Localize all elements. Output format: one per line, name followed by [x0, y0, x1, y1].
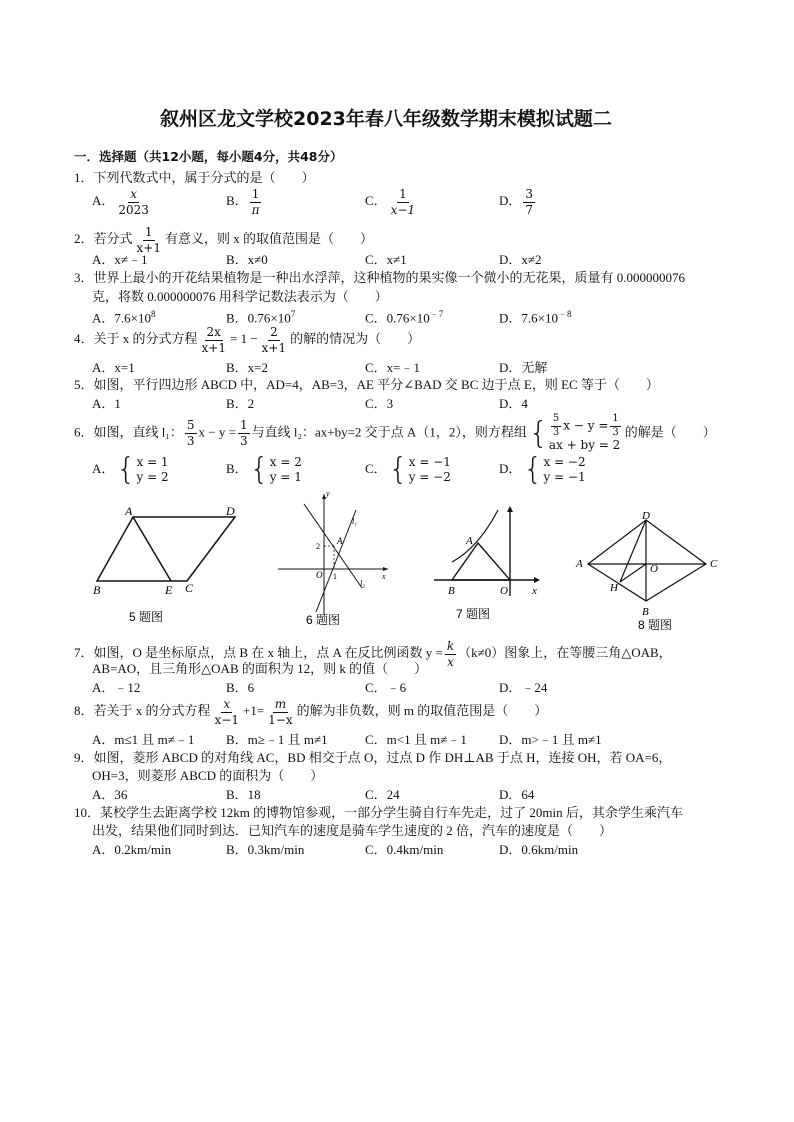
page-title: 叙州区龙文学校2023年春八年级数学期末模拟试题二	[160, 108, 612, 130]
label-c: C	[710, 558, 718, 570]
figure-8-rhombus	[570, 510, 730, 630]
q7-option-a[interactable]: A．﹣12	[92, 680, 141, 695]
q10-option-c[interactable]: C．0.4km/min	[365, 842, 444, 857]
question-2-stem: 2．若分式 $\frac{1}{x+1}$ 有意义，则 x 的取值范围是（ ）	[74, 225, 373, 255]
figure-7-caption: 7 题图	[456, 607, 491, 621]
label-c: C	[185, 581, 194, 595]
q7-option-b[interactable]: B．6	[226, 680, 255, 695]
rhombus-abcd	[588, 520, 706, 601]
q3-option-d[interactable]: D．$7.6\times 10^{﹣8}$	[499, 309, 572, 326]
q1-option-c[interactable]: C． $\frac{1}{x-1}$	[365, 187, 416, 217]
figure-6-caption: 6 题图	[306, 613, 341, 627]
q6-option-d[interactable]: D． { x = −2 y = −1	[499, 452, 586, 487]
axis-label-x: x	[382, 572, 386, 581]
q9-option-d[interactable]: D．64	[499, 787, 535, 802]
q5-option-c[interactable]: C．3	[365, 396, 394, 411]
segment-ae	[133, 517, 171, 581]
q7-option-d[interactable]: D．﹣24	[499, 680, 548, 695]
question-8-stem: 8．若关于 x 的分式方程 $\frac{x}{x-1}$ +1= $\frac{m}{1-x}$ 的解为非负数，则 m 的取值范围是（ ）	[74, 697, 548, 727]
x-axis-arrow-icon	[383, 567, 388, 571]
q3-option-b[interactable]: B．$0.76\times 10^7$	[226, 309, 296, 326]
q2-option-c[interactable]: C．x≠1	[365, 252, 407, 267]
line-l1	[316, 510, 356, 612]
q5-option-a[interactable]: A．1	[92, 396, 121, 411]
q9-option-b[interactable]: B．18	[226, 787, 261, 802]
label-e: E	[165, 583, 173, 597]
q4-option-a[interactable]: A．x=1	[92, 360, 135, 375]
figure-8-caption: 8 题图	[638, 618, 673, 630]
triangle-oab	[452, 543, 510, 580]
q2-option-b[interactable]: B．x≠0	[226, 252, 268, 267]
q9-option-c[interactable]: C．24	[365, 787, 400, 802]
label-o: O	[650, 563, 658, 575]
q1-option-b[interactable]: B． $\frac{1}{\pi}$	[226, 187, 260, 217]
tick-label-2: 2	[316, 542, 320, 551]
q9-option-a[interactable]: A．36	[92, 787, 128, 802]
figure-6-lines	[272, 490, 392, 630]
q8-option-a[interactable]: A．m≤1 且 m≠﹣1	[92, 732, 195, 747]
q10-option-a[interactable]: A．0.2km/min	[92, 842, 172, 857]
q2-option-a[interactable]: A．x≠﹣1	[92, 252, 148, 267]
figure-7-triangle	[428, 500, 548, 625]
label-d: D	[226, 504, 235, 518]
question-3-line1: 3．世界上最小的开花结果植物是一种出水浮萍，这种植物的果实像一个微小的无花果，质量有 0.000000076	[74, 270, 686, 285]
q1-option-a[interactable]: A． $\frac{x}{2023}$	[92, 187, 149, 217]
q1-option-d[interactable]: D． $\frac{3}{7}$	[499, 187, 534, 217]
label-h: H	[610, 582, 618, 594]
line-label-l2: l₂	[360, 579, 366, 588]
q3-option-c[interactable]: C．$0.76\times 10^{﹣7}$	[365, 309, 444, 326]
hyperbola-branch	[452, 510, 498, 562]
question-9-line1: 9．如图，菱形 ABCD 的对角线 AC，BD 相交于点 O，过点 D 作 DH⊥AB 于点 H，连接 OH，若 OA=6，	[74, 750, 672, 765]
q6-option-a[interactable]: A． { x = 1 y = 2	[92, 452, 169, 487]
q4-option-c[interactable]: C．x=﹣1	[365, 360, 421, 375]
x-axis-arrow-icon	[534, 577, 540, 583]
tick-label-1: 1	[333, 572, 337, 581]
question-9-line2: OH=3，则菱形 ABCD 的面积为（ ）	[92, 768, 324, 783]
axis-label-x: x	[532, 585, 537, 597]
label-a: A	[576, 558, 583, 570]
question-4-stem: 4．关于 x 的分式方程 $\frac{2x}{x+1}$ = 1 − $\frac{2}{x+1}$ 的解的情况为（ ）	[74, 325, 421, 355]
label-b: B	[93, 583, 101, 597]
q6-option-c[interactable]: C． { x = −1 y = −2	[365, 452, 451, 487]
figure-5-caption: 5 题图	[129, 610, 164, 624]
label-b: B	[448, 585, 455, 597]
origin-label: O	[316, 570, 323, 580]
q8-option-c[interactable]: C．m<1 且 m≠﹣1	[365, 732, 467, 747]
q10-option-d[interactable]: D．0.6km/min	[499, 842, 579, 857]
line-label-l1: l₁	[352, 517, 358, 526]
section-heading: 一．选择题（共12小题，每小题4分，共48分）	[74, 149, 343, 164]
q8-option-b[interactable]: B．m≥﹣1 且 m≠1	[226, 732, 328, 747]
label-a: A	[337, 536, 343, 546]
question-10-line1: 10．某校学生去距离学校 12km 的博物馆参观，一部分学生骑自行车先走，过了 20min 后，其余学生乘汽车	[74, 805, 683, 820]
q6-option-b[interactable]: B． { x = 2 y = 1	[226, 452, 302, 487]
q4-option-b[interactable]: B．x=2	[226, 360, 269, 375]
q2-option-d[interactable]: D．x≠2	[499, 252, 542, 267]
axis-label-y: y	[326, 490, 330, 498]
figure-5-parallelogram	[85, 503, 245, 628]
q8-option-d[interactable]: D．m>﹣1 且 m≠1	[499, 732, 602, 747]
q3-option-a[interactable]: A．$7.6\times 10^8$	[92, 309, 156, 326]
label-b: B	[642, 606, 649, 618]
q5-option-b[interactable]: B．2	[226, 396, 255, 411]
question-5-stem: 5．如图，平行四边形 ABCD 中，AD=4，AB=3，AE 平分∠BAD 交 BC 边于点 E，则 EC 等于（ ）	[74, 377, 659, 392]
q7-option-c[interactable]: C．﹣6	[365, 680, 407, 695]
question-10-line2: 出发，结果他们同时到达．已知汽车的速度是骑车学生速度的 2 倍，汽车的速度是（ ）	[92, 823, 613, 838]
q5-option-d[interactable]: D．4	[499, 396, 528, 411]
y-axis-arrow-icon	[507, 506, 513, 512]
origin-label: O	[500, 585, 508, 597]
question-6-stem: 6．如图，直线 l₁： $\frac{5}{3}$ x − y = $\frac{1}{3}$ 与直线 l₂：ax+by=2 交于点 A（1，2），则方程组 { $\frac{5}{3}$ x − y = $\frac{1}{3}$ ax + by = 2 的解是（ ）	[74, 413, 716, 452]
label-d: D	[642, 510, 650, 522]
q10-option-b[interactable]: B．0.3km/min	[226, 842, 305, 857]
q4-option-d[interactable]: D．无解	[499, 360, 548, 375]
question-1-stem: 1．下列代数式中，属于分式的是（ ）	[74, 170, 315, 185]
label-a: A	[466, 535, 473, 547]
question-7-line2: AB=AO，且三角形△OAB 的面积为 12，则 k 的值（ ）	[92, 661, 428, 676]
label-a: A	[125, 504, 133, 518]
question-7-line1: 7．如图，O 是坐标原点，点 B 在 x 轴上，点 A 在反比例函数 y = $\frac{k}{x}$ （k≠0）图象上，在等腰三角△OAB，	[74, 639, 672, 669]
question-3-line2: 克，将数 0.000000076 用科学记数法表示为（ ）	[92, 289, 388, 304]
